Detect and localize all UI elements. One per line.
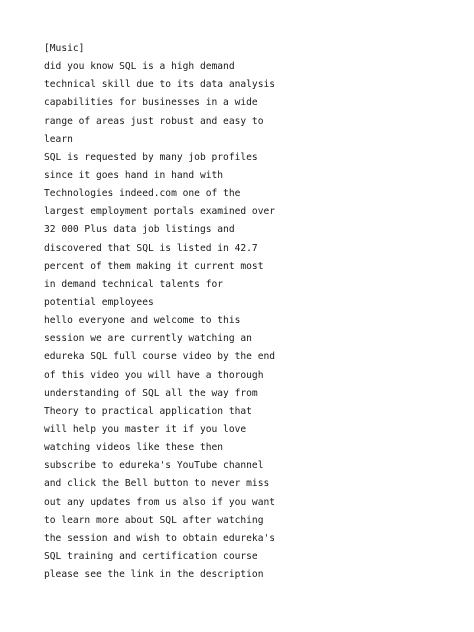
transcript-line: percent of them making it current most — [44, 260, 264, 272]
transcript-line: and click the Bell button to never miss — [44, 478, 270, 490]
transcript-line: the session and wish to obtain edureka's — [44, 532, 276, 544]
transcript-text — [44, 40, 454, 584]
transcript-line: will help you master it if you love — [44, 423, 247, 435]
transcript-line: capabilities for businesses in a wide — [44, 97, 258, 109]
transcript-line: watching videos like these then — [44, 442, 224, 454]
transcript-line: of this video you will have a thorough — [44, 369, 264, 381]
transcript-line: learn — [44, 133, 73, 145]
transcript-line: in demand technical talents for — [44, 278, 224, 290]
transcript-line: discovered that SQL is listed in 42.7 — [44, 242, 258, 254]
transcript-line: Technologies indeed.com one of the — [44, 188, 241, 200]
transcript-line: 32 000 Plus data job listings and — [44, 224, 235, 236]
transcript-line: technical skill due to its data analysis — [44, 79, 276, 91]
transcript-line: largest employment portals examined over — [44, 206, 276, 218]
transcript-line: please see the link in the description — [44, 569, 264, 581]
transcript-line: [Music] — [44, 43, 85, 54]
transcript-line: understanding of SQL all the way from — [44, 387, 258, 399]
transcript-line: did you know SQL is a high demand — [44, 61, 235, 73]
transcript-line: session we are currently watching an — [44, 333, 252, 345]
transcript-line: range of areas just robust and easy to — [44, 115, 264, 127]
transcript-line: Theory to practical application that — [44, 405, 252, 417]
transcript-line: SQL training and certification course — [44, 550, 258, 562]
transcript-line: potential employees — [44, 296, 154, 308]
transcript-line: edureka SQL full course video by the end — [44, 351, 276, 363]
transcript-line: hello everyone and welcome to this — [44, 315, 241, 327]
transcript-line: SQL is requested by many job profiles — [44, 151, 258, 163]
transcript-line: to learn more about SQL after watching — [44, 514, 264, 526]
transcript-line: subscribe to edureka's YouTube channel — [44, 460, 264, 472]
transcript-line: out any updates from us also if you want — [44, 496, 276, 508]
transcript-line: since it goes hand in hand with — [44, 169, 224, 181]
